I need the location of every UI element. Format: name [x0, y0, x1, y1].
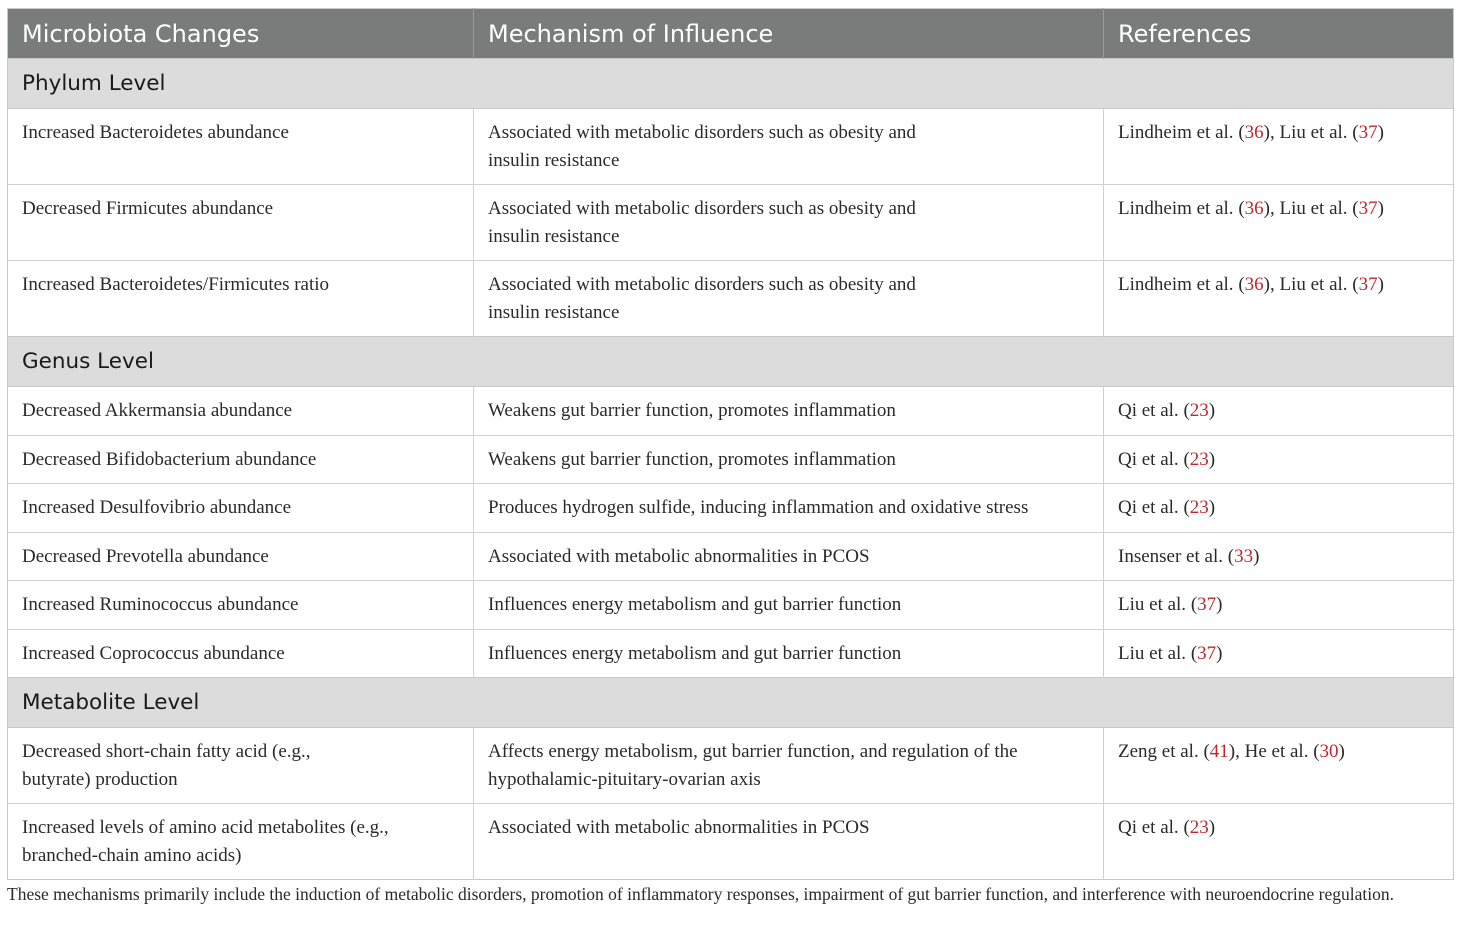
- reference-author: Zeng et al.: [1118, 741, 1199, 762]
- reference-author: Qi et al.: [1118, 448, 1179, 470]
- reference-link[interactable]: 23: [1189, 817, 1209, 838]
- reference-author: Liu et al.: [1279, 274, 1348, 295]
- reference-link[interactable]: 23: [1189, 448, 1209, 470]
- cell-references: Lindheim et al. (36), Liu et al. (37): [1104, 109, 1454, 185]
- table-row: [8, 261, 1454, 337]
- reference-link[interactable]: 36: [1244, 198, 1264, 219]
- mechanism-line: Weakens gut barrier function, promotes inflammation: [488, 400, 896, 421]
- cell-microbiota-change: Decreased Prevotella abundance: [8, 532, 474, 581]
- table-row: [8, 581, 1454, 630]
- reference-link[interactable]: 30: [1319, 741, 1339, 762]
- cell-microbiota-change: Decreased Firmicutes abundance: [8, 185, 474, 261]
- cell-mechanism: [474, 804, 1104, 880]
- table-row: [8, 728, 1454, 804]
- cell-microbiota-change: Increased Ruminococcus abundance: [8, 581, 474, 630]
- mechanism-line: Associated with metabolic abnormalities in PCOS: [488, 817, 870, 838]
- cell-microbiota-change: Increased Bacteroidetes abundance: [8, 109, 474, 185]
- table-container: [7, 8, 1453, 880]
- cell-microbiota-change: [8, 728, 474, 804]
- mechanism-line: Affects energy metabolism, gut barrier function, and regulation of the: [488, 741, 1018, 762]
- table-footnote: These mechanisms primarily include the induction of metabolic disorders, promotion of inflammatory responses, impairment of gut barrier function, and interference with neuroendocrine regulation.: [7, 884, 1394, 904]
- reference-author: Lindheim et al.: [1118, 274, 1234, 295]
- table-header: [8, 9, 1454, 59]
- reference-link[interactable]: 36: [1244, 274, 1264, 295]
- mechanism-line: Associated with metabolic disorders such as obesity and: [488, 122, 916, 143]
- reference-author: Insenser et al.: [1118, 545, 1223, 567]
- header-mechanism: Mechanism of Influence: [474, 9, 1104, 59]
- reference-author: Lindheim et al.: [1118, 122, 1234, 143]
- table-row: [8, 532, 1454, 581]
- reference-link[interactable]: 23: [1189, 497, 1209, 518]
- cell-references: Qi et al. (23): [1104, 387, 1454, 436]
- reference-link[interactable]: 36: [1244, 122, 1264, 143]
- cell-mechanism: [474, 728, 1104, 804]
- reference-link[interactable]: 41: [1209, 741, 1229, 762]
- cell-microbiota-change: Increased Desulfovibrio abundance: [8, 484, 474, 533]
- cell-microbiota-change: Increased Bacteroidetes/Firmicutes ratio: [8, 261, 474, 337]
- cell-microbiota-change: [8, 804, 474, 880]
- reference-author: Liu et al.: [1118, 594, 1187, 615]
- cell-microbiota-change: Increased Coprococcus abundance: [8, 629, 474, 678]
- cell-references: Qi et al. (23): [1104, 484, 1454, 533]
- mechanism-line: Influences energy metabolism and gut barrier function: [488, 642, 902, 664]
- table-row: [8, 484, 1454, 533]
- reference-author: He et al.: [1244, 741, 1309, 762]
- table-row: [8, 387, 1454, 436]
- cell-references: Qi et al. (23): [1104, 435, 1454, 484]
- change-line: branched-chain amino acids): [22, 845, 242, 866]
- cell-references: Liu et al. (37): [1104, 629, 1454, 678]
- section-row: [8, 337, 1454, 387]
- cell-mechanism: [474, 387, 1104, 436]
- reference-link[interactable]: 37: [1197, 594, 1217, 615]
- mechanism-line: Influences energy metabolism and gut barrier function: [488, 594, 902, 615]
- reference-author: Liu et al.: [1279, 122, 1348, 143]
- reference-link[interactable]: 37: [1358, 274, 1378, 295]
- mechanism-line: Associated with metabolic disorders such as obesity and: [488, 198, 916, 219]
- cell-references: Zeng et al. (41), He et al. (30): [1104, 728, 1454, 804]
- reference-link[interactable]: 37: [1358, 122, 1378, 143]
- microbiota-table: [7, 8, 1454, 880]
- change-line: Decreased short-chain fatty acid (e.g.,: [22, 741, 311, 762]
- cell-microbiota-change: Decreased Bifidobacterium abundance: [8, 435, 474, 484]
- cell-mechanism: [474, 109, 1104, 185]
- table-row: [8, 185, 1454, 261]
- mechanism-line: Weakens gut barrier function, promotes inflammation: [488, 448, 896, 470]
- table-row: [8, 109, 1454, 185]
- table-row: [8, 629, 1454, 678]
- section-title: Genus Level: [8, 337, 1454, 387]
- section-title: Phylum Level: [8, 59, 1454, 109]
- mechanism-line: insulin resistance: [488, 226, 620, 247]
- section-title: Metabolite Level: [8, 678, 1454, 728]
- table-row: [8, 804, 1454, 880]
- cell-references: Liu et al. (37): [1104, 581, 1454, 630]
- change-line: Increased levels of amino acid metabolites (e.g.,: [22, 817, 389, 838]
- cell-references: Insenser et al. (33): [1104, 532, 1454, 581]
- mechanism-line: Associated with metabolic disorders such as obesity and: [488, 274, 916, 295]
- table-row: [8, 435, 1454, 484]
- cell-mechanism: [474, 261, 1104, 337]
- reference-author: Liu et al.: [1118, 642, 1187, 664]
- reference-link[interactable]: 37: [1358, 198, 1378, 219]
- cell-references: Lindheim et al. (36), Liu et al. (37): [1104, 185, 1454, 261]
- reference-author: Qi et al.: [1118, 817, 1179, 838]
- cell-mechanism: [474, 484, 1104, 533]
- mechanism-line: hypothalamic-pituitary-ovarian axis: [488, 769, 761, 790]
- reference-link[interactable]: 33: [1234, 545, 1254, 567]
- cell-mechanism: [474, 185, 1104, 261]
- cell-mechanism: [474, 581, 1104, 630]
- header-references: References: [1104, 9, 1454, 59]
- section-row: [8, 678, 1454, 728]
- cell-references: Lindheim et al. (36), Liu et al. (37): [1104, 261, 1454, 337]
- cell-mechanism: [474, 435, 1104, 484]
- cell-mechanism: [474, 532, 1104, 581]
- mechanism-line: insulin resistance: [488, 150, 620, 171]
- reference-author: Liu et al.: [1279, 198, 1348, 219]
- change-line: butyrate) production: [22, 769, 178, 790]
- section-row: [8, 59, 1454, 109]
- reference-link[interactable]: 37: [1197, 642, 1217, 664]
- cell-references: Qi et al. (23): [1104, 804, 1454, 880]
- reference-author: Qi et al.: [1118, 400, 1179, 421]
- table-body: [8, 59, 1454, 880]
- cell-microbiota-change: Decreased Akkermansia abundance: [8, 387, 474, 436]
- cell-mechanism: [474, 629, 1104, 678]
- mechanism-line: insulin resistance: [488, 302, 620, 323]
- mechanism-line: Produces hydrogen sulfide, inducing inflammation and oxidative stress: [488, 497, 1029, 518]
- mechanism-line: Associated with metabolic abnormalities in PCOS: [488, 545, 870, 567]
- header-microbiota-changes: Microbiota Changes: [8, 9, 474, 59]
- reference-author: Qi et al.: [1118, 497, 1179, 518]
- reference-link[interactable]: 23: [1189, 400, 1209, 421]
- reference-author: Lindheim et al.: [1118, 198, 1234, 219]
